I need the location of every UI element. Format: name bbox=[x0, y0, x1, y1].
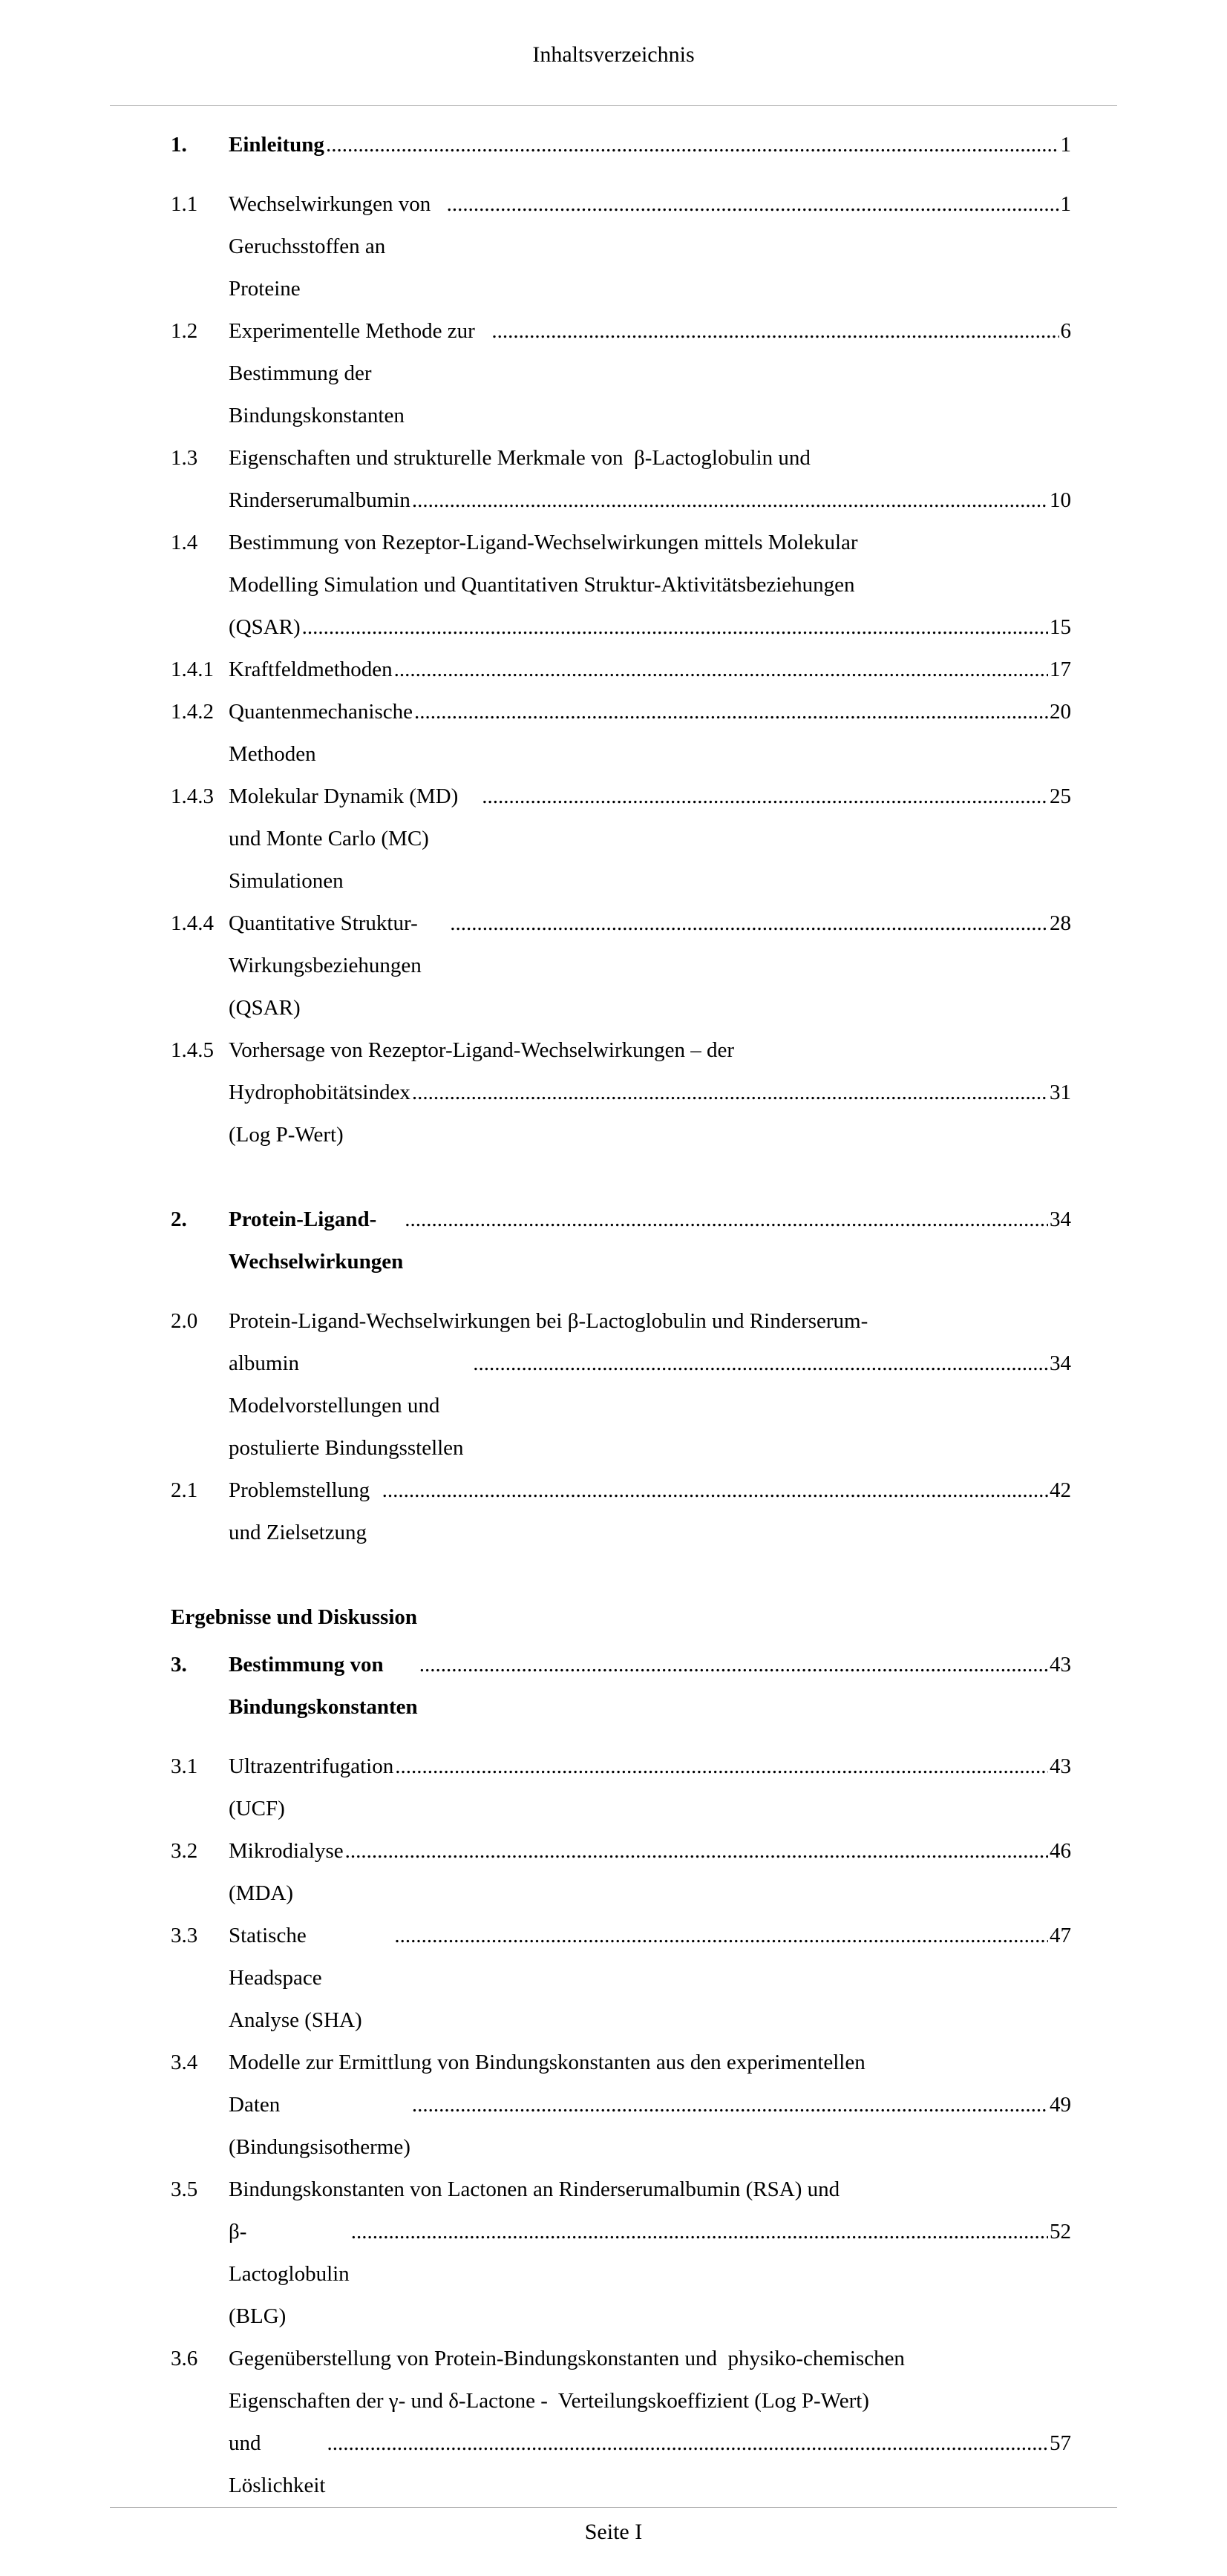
dot-leader bbox=[395, 1746, 1048, 1788]
toc-entry bbox=[171, 2338, 1071, 2507]
toc-entry-title: Molekular Dynamik (MD) und Monte Carlo (MC) Simulationen bbox=[229, 784, 464, 893]
toc-entry-number: 3.6 bbox=[171, 2347, 198, 2370]
toc-section-heading bbox=[171, 1596, 1071, 1639]
dot-leader bbox=[327, 2422, 1048, 2465]
toc-entry-line: und Löslichkeit bbox=[229, 2431, 326, 2497]
toc-page-number: 42 bbox=[1050, 1478, 1071, 1502]
toc-entry-number: 1.1 bbox=[171, 192, 198, 216]
toc-entry bbox=[171, 649, 1071, 691]
toc-page-number: 43 bbox=[1050, 1754, 1071, 1778]
toc-page-number: 20 bbox=[1050, 700, 1071, 724]
dot-leader bbox=[405, 1199, 1048, 1241]
toc-entry-title: Kraftfeldmethoden bbox=[229, 658, 393, 681]
toc-entry-number: 2.1 bbox=[171, 1478, 198, 1502]
toc-page-number: 10 bbox=[1050, 488, 1071, 512]
dot-leader bbox=[412, 479, 1048, 522]
toc-entry-number: 1. bbox=[171, 133, 187, 157]
toc-entry-title: Bestimmung von Rezeptor-Ligand-Wechselwirkungen mittels Molekular bbox=[229, 531, 858, 554]
toc-entry-title: Protein-Ligand-Wechselwirkungen bbox=[229, 1207, 404, 1274]
toc-entry bbox=[171, 1300, 1071, 1469]
toc-entry bbox=[171, 1469, 1071, 1554]
dot-leader bbox=[326, 124, 1059, 166]
page-title: Inhaltsverzeichnis bbox=[532, 42, 695, 67]
toc-entry-title: Einleitung bbox=[229, 133, 324, 157]
toc-entry-title: Quantenmechanische Methoden bbox=[229, 700, 419, 766]
toc-entry-title: Quantitative Struktur-Wirkungsbeziehungen (QSAR) bbox=[229, 911, 428, 1020]
dot-leader bbox=[482, 776, 1048, 818]
toc-entry-number: 1.4.4 bbox=[171, 911, 214, 935]
toc-entry-title: Vorhersage von Rezeptor-Ligand-Wechselwirkungen – der bbox=[229, 1038, 735, 1062]
toc-entry-line: Hydrophobitätsindex (Log P-Wert) bbox=[229, 1081, 432, 1147]
toc-entry bbox=[171, 776, 1071, 902]
toc-entry-title: Statische Headspace Analyse (SHA) bbox=[229, 1924, 362, 2032]
toc-page-number: 34 bbox=[1050, 1207, 1071, 1231]
toc-entry bbox=[171, 522, 1071, 649]
toc-page-number: 1 bbox=[1060, 133, 1071, 157]
toc-entry-line: Daten (Bindungsisotherme) bbox=[229, 2093, 410, 2159]
dot-leader bbox=[491, 310, 1059, 353]
toc-page-number: 46 bbox=[1050, 1839, 1071, 1863]
toc-entry-line: Rinderserumalbumin bbox=[229, 488, 410, 512]
toc-page-number: 57 bbox=[1050, 2431, 1071, 2455]
toc-page-number: 17 bbox=[1050, 658, 1071, 681]
toc-entry bbox=[171, 124, 1071, 166]
toc-entry-title: Problemstellung und Zielsetzung bbox=[229, 1478, 376, 1544]
toc-entry-number: 3. bbox=[171, 1653, 187, 1677]
toc-entry bbox=[171, 2169, 1071, 2338]
toc-section-heading-label: Ergebnisse und Diskussion bbox=[171, 1605, 418, 1629]
toc-entry-title: Gegenüberstellung von Protein-Bindungskonstanten und physiko-chemischen bbox=[229, 2347, 905, 2370]
toc-entry-line: β-Lactoglobulin (BLG) bbox=[229, 2220, 355, 2328]
toc-page-number: 43 bbox=[1050, 1653, 1071, 1677]
toc-entry-number: 1.3 bbox=[171, 446, 198, 470]
dot-leader bbox=[351, 2211, 1048, 2253]
toc-entry bbox=[171, 1830, 1071, 1915]
toc-entry-number: 3.2 bbox=[171, 1839, 198, 1863]
toc-entry bbox=[171, 437, 1071, 522]
toc-entry-title: Modelle zur Ermittlung von Bindungskonstanten aus den experimentellen bbox=[229, 2051, 866, 2074]
toc-entry bbox=[171, 2042, 1071, 2169]
toc-entry-number: 1.4.3 bbox=[171, 784, 214, 808]
toc-page-number: 49 bbox=[1050, 2093, 1071, 2117]
toc-entry bbox=[171, 902, 1071, 1029]
toc-page-number: 47 bbox=[1050, 1924, 1071, 1947]
toc-entry-line: Eigenschaften der γ- und δ-Lactone - Verteilungskoeffizient (Log P-Wert) bbox=[229, 2389, 869, 2413]
dot-leader bbox=[394, 1915, 1048, 1957]
toc-entry-number: 1.4.1 bbox=[171, 658, 214, 681]
dot-leader bbox=[302, 606, 1048, 649]
toc-entry-number: 1.4.2 bbox=[171, 700, 214, 724]
dot-leader bbox=[412, 1072, 1048, 1114]
toc-entry-line: Modelling Simulation und Quantitativen Struktur-Aktivitätsbeziehungen bbox=[229, 573, 855, 597]
toc-entry-title: Bindungskonstanten von Lactonen an Rinderserumalbumin (RSA) und bbox=[229, 2177, 840, 2201]
toc-entry-title: Protein-Ligand-Wechselwirkungen bei β-Lactoglobulin und Rinderserum- bbox=[229, 1309, 868, 1333]
toc-entry-title: Ultrazentrifugation (UCF) bbox=[229, 1754, 399, 1820]
toc-entry bbox=[171, 1915, 1071, 2042]
dot-leader bbox=[447, 183, 1059, 226]
toc-entry-line: (QSAR) bbox=[229, 615, 301, 639]
page-number-label: Seite I bbox=[584, 2520, 643, 2544]
toc-entry bbox=[171, 1746, 1071, 1830]
dot-leader bbox=[414, 691, 1048, 733]
toc-entry bbox=[171, 1644, 1071, 1728]
toc-entry-number: 1.2 bbox=[171, 319, 198, 343]
toc-page-number: 28 bbox=[1050, 911, 1071, 935]
toc-page-number: 6 bbox=[1060, 319, 1071, 343]
toc-entry-number: 1.4 bbox=[171, 531, 198, 554]
dot-leader bbox=[394, 649, 1048, 691]
page-header bbox=[110, 0, 1117, 68]
toc-entry-number: 2.0 bbox=[171, 1309, 198, 1333]
dot-leader bbox=[473, 1343, 1048, 1385]
toc-page-number: 15 bbox=[1050, 615, 1071, 639]
toc-entry bbox=[171, 310, 1071, 437]
toc-entry-number: 1.4.5 bbox=[171, 1038, 214, 1062]
toc-entry bbox=[171, 183, 1071, 310]
toc-page-number: 25 bbox=[1050, 784, 1071, 808]
toc-page-number: 52 bbox=[1050, 2220, 1071, 2244]
toc-entry-number: 3.4 bbox=[171, 2051, 198, 2074]
toc-entry-number: 3.3 bbox=[171, 1924, 198, 1947]
toc-entry-number: 3.1 bbox=[171, 1754, 198, 1778]
toc-entry bbox=[171, 691, 1071, 776]
dot-leader bbox=[345, 1830, 1048, 1872]
toc-page-number: 1 bbox=[1060, 192, 1071, 216]
toc-entry bbox=[171, 1029, 1071, 1156]
toc-page-number: 31 bbox=[1050, 1081, 1071, 1104]
toc-entry-title: Experimentelle Methode zur Bestimmung der Bindungskonstanten bbox=[229, 319, 481, 427]
toc-entry bbox=[171, 1199, 1071, 1283]
toc-entry-line: albumin Modelvorstellungen und postulierte Bindungsstellen bbox=[229, 1351, 464, 1460]
dot-leader bbox=[382, 1469, 1048, 1512]
toc-entry-number: 2. bbox=[171, 1207, 187, 1231]
toc-entry-title: Wechselwirkungen von Geruchsstoffen an Proteine bbox=[229, 192, 436, 301]
page-footer bbox=[110, 2507, 1117, 2576]
toc-entry-title: Eigenschaften und strukturelle Merkmale von β-Lactoglobulin und bbox=[229, 446, 811, 470]
toc-entry-title: Bestimmung von Bindungskonstanten bbox=[229, 1653, 418, 1719]
dot-leader bbox=[450, 902, 1048, 945]
toc-entry-title: Mikrodialyse (MDA) bbox=[229, 1839, 349, 1905]
dot-leader bbox=[412, 2084, 1048, 2126]
toc-entry-number: 3.5 bbox=[171, 2177, 198, 2201]
toc-page-number: 34 bbox=[1050, 1351, 1071, 1375]
dot-leader bbox=[419, 1644, 1048, 1686]
table-of-contents bbox=[110, 106, 1117, 2507]
